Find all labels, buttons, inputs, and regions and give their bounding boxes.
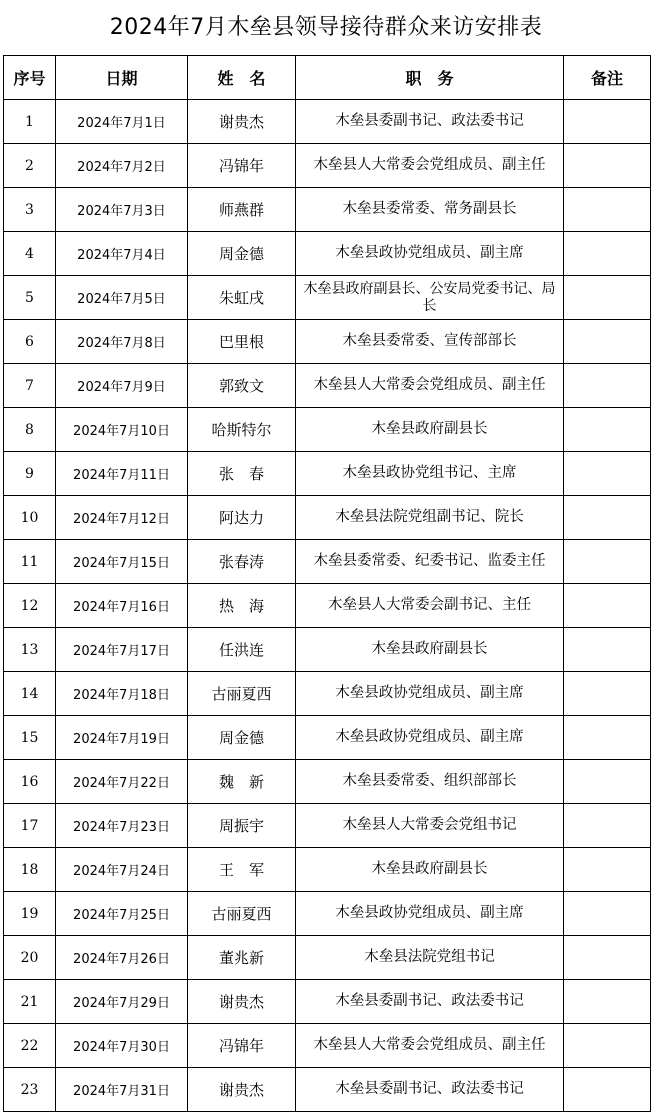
cell-position: 木垒县人大常委会党组成员、副主任 [296,1024,564,1068]
header-name: 姓 名 [188,56,296,100]
cell-name: 冯锦年 [188,144,296,188]
table-row [4,364,651,408]
cell-seq: 21 [4,980,56,1024]
table-row [4,584,651,628]
cell-name: 周金德 [188,232,296,276]
cell-date: 2024年7月23日 [56,804,188,848]
cell-remarks [564,188,651,232]
cell-position: 木垒县委常委、常务副县长 [296,188,564,232]
cell-seq: 5 [4,276,56,320]
cell-remarks [564,980,651,1024]
cell-date: 2024年7月24日 [56,848,188,892]
cell-seq: 20 [4,936,56,980]
cell-name: 冯锦年 [188,1024,296,1068]
table-row [4,760,651,804]
cell-name: 哈斯特尔 [188,408,296,452]
table-header-row [4,56,651,100]
cell-name: 阿达力 [188,496,296,540]
header-position: 职 务 [296,56,564,100]
table-row [4,892,651,936]
cell-date: 2024年7月9日 [56,364,188,408]
cell-name: 谢贵杰 [188,980,296,1024]
cell-date: 2024年7月16日 [56,584,188,628]
cell-remarks [564,232,651,276]
cell-remarks [564,452,651,496]
cell-date: 2024年7月30日 [56,1024,188,1068]
cell-name: 谢贵杰 [188,1068,296,1112]
cell-seq: 4 [4,232,56,276]
cell-position: 木垒县政协党组成员、副主席 [296,232,564,276]
cell-seq: 13 [4,628,56,672]
table-row [4,936,651,980]
cell-position: 木垒县人大常委会党组成员、副主任 [296,364,564,408]
cell-remarks [564,936,651,980]
cell-date: 2024年7月3日 [56,188,188,232]
cell-seq: 2 [4,144,56,188]
cell-name: 周振宇 [188,804,296,848]
cell-remarks [564,100,651,144]
cell-name: 古丽夏西 [188,672,296,716]
cell-date: 2024年7月5日 [56,276,188,320]
table-row [4,540,651,584]
cell-date: 2024年7月11日 [56,452,188,496]
cell-seq: 12 [4,584,56,628]
table-row [4,804,651,848]
cell-seq: 18 [4,848,56,892]
cell-position: 木垒县政府副县长、公安局党委书记、局长 [296,276,564,320]
cell-remarks [564,628,651,672]
cell-seq: 1 [4,100,56,144]
cell-date: 2024年7月1日 [56,100,188,144]
cell-remarks [564,716,651,760]
cell-seq: 8 [4,408,56,452]
header-remarks: 备注 [564,56,651,100]
cell-remarks [564,320,651,364]
cell-name: 热 海 [188,584,296,628]
cell-remarks [564,408,651,452]
cell-position: 木垒县法院党组副书记、院长 [296,496,564,540]
cell-position: 木垒县政府副县长 [296,408,564,452]
cell-position: 木垒县委常委、宣传部部长 [296,320,564,364]
cell-date: 2024年7月12日 [56,496,188,540]
cell-date: 2024年7月15日 [56,540,188,584]
cell-date: 2024年7月31日 [56,1068,188,1112]
cell-name: 谢贵杰 [188,100,296,144]
cell-seq: 19 [4,892,56,936]
cell-seq: 23 [4,1068,56,1112]
cell-name: 张春涛 [188,540,296,584]
cell-seq: 3 [4,188,56,232]
table-row [4,144,651,188]
cell-seq: 11 [4,540,56,584]
cell-position: 木垒县委副书记、政法委书记 [296,980,564,1024]
cell-remarks [564,804,651,848]
cell-position: 木垒县委常委、纪委书记、监委主任 [296,540,564,584]
cell-remarks [564,496,651,540]
cell-name: 周金德 [188,716,296,760]
reception-schedule-table [3,55,651,1112]
cell-remarks [564,276,651,320]
cell-seq: 22 [4,1024,56,1068]
table-row [4,408,651,452]
cell-seq: 10 [4,496,56,540]
cell-position: 木垒县人大常委会副书记、主任 [296,584,564,628]
table-row [4,232,651,276]
table-row [4,1068,651,1112]
cell-name: 师燕群 [188,188,296,232]
document-title: 2024年7月木垒县领导接待群众来访安排表 [109,15,543,40]
table-row [4,496,651,540]
table-row [4,188,651,232]
cell-name: 朱虹戌 [188,276,296,320]
cell-seq: 14 [4,672,56,716]
header-date: 日期 [56,56,188,100]
cell-seq: 16 [4,760,56,804]
table-row [4,452,651,496]
cell-date: 2024年7月25日 [56,892,188,936]
cell-seq: 7 [4,364,56,408]
cell-name: 董兆新 [188,936,296,980]
cell-position: 木垒县委常委、组织部部长 [296,760,564,804]
cell-remarks [564,1024,651,1068]
table-row [4,716,651,760]
cell-position: 木垒县人大常委会党组书记 [296,804,564,848]
cell-seq: 15 [4,716,56,760]
cell-remarks [564,584,651,628]
cell-date: 2024年7月26日 [56,936,188,980]
cell-date: 2024年7月17日 [56,628,188,672]
cell-remarks [564,892,651,936]
cell-remarks [564,672,651,716]
cell-name: 王 军 [188,848,296,892]
cell-date: 2024年7月18日 [56,672,188,716]
table-row [4,320,651,364]
cell-date: 2024年7月19日 [56,716,188,760]
cell-date: 2024年7月22日 [56,760,188,804]
cell-position: 木垒县政府副县长 [296,848,564,892]
cell-position: 木垒县政协党组成员、副主席 [296,672,564,716]
table-row [4,672,651,716]
table-row [4,980,651,1024]
cell-date: 2024年7月2日 [56,144,188,188]
cell-seq: 6 [4,320,56,364]
cell-date: 2024年7月8日 [56,320,188,364]
cell-position: 木垒县委副书记、政法委书记 [296,100,564,144]
cell-position: 木垒县法院党组书记 [296,936,564,980]
cell-name: 郭致文 [188,364,296,408]
cell-date: 2024年7月10日 [56,408,188,452]
cell-name: 巴里根 [188,320,296,364]
cell-seq: 17 [4,804,56,848]
cell-name: 魏 新 [188,760,296,804]
table-row [4,628,651,672]
cell-date: 2024年7月4日 [56,232,188,276]
cell-remarks [564,760,651,804]
cell-name: 任洪连 [188,628,296,672]
cell-remarks [564,848,651,892]
table-body [4,100,651,1112]
cell-remarks [564,540,651,584]
cell-position: 木垒县政协党组书记、主席 [296,452,564,496]
cell-name: 古丽夏西 [188,892,296,936]
cell-remarks [564,144,651,188]
cell-remarks [564,364,651,408]
cell-remarks [564,1068,651,1112]
cell-position: 木垒县政协党组成员、副主席 [296,716,564,760]
table-row [4,276,651,320]
cell-seq: 9 [4,452,56,496]
table-row [4,848,651,892]
table-row [4,1024,651,1068]
cell-date: 2024年7月29日 [56,980,188,1024]
cell-position: 木垒县政协党组成员、副主席 [296,892,564,936]
cell-position: 木垒县人大常委会党组成员、副主任 [296,144,564,188]
cell-position: 木垒县政府副县长 [296,628,564,672]
table-row [4,100,651,144]
cell-name: 张 春 [188,452,296,496]
cell-position: 木垒县委副书记、政法委书记 [296,1068,564,1112]
header-seq: 序号 [4,56,56,100]
